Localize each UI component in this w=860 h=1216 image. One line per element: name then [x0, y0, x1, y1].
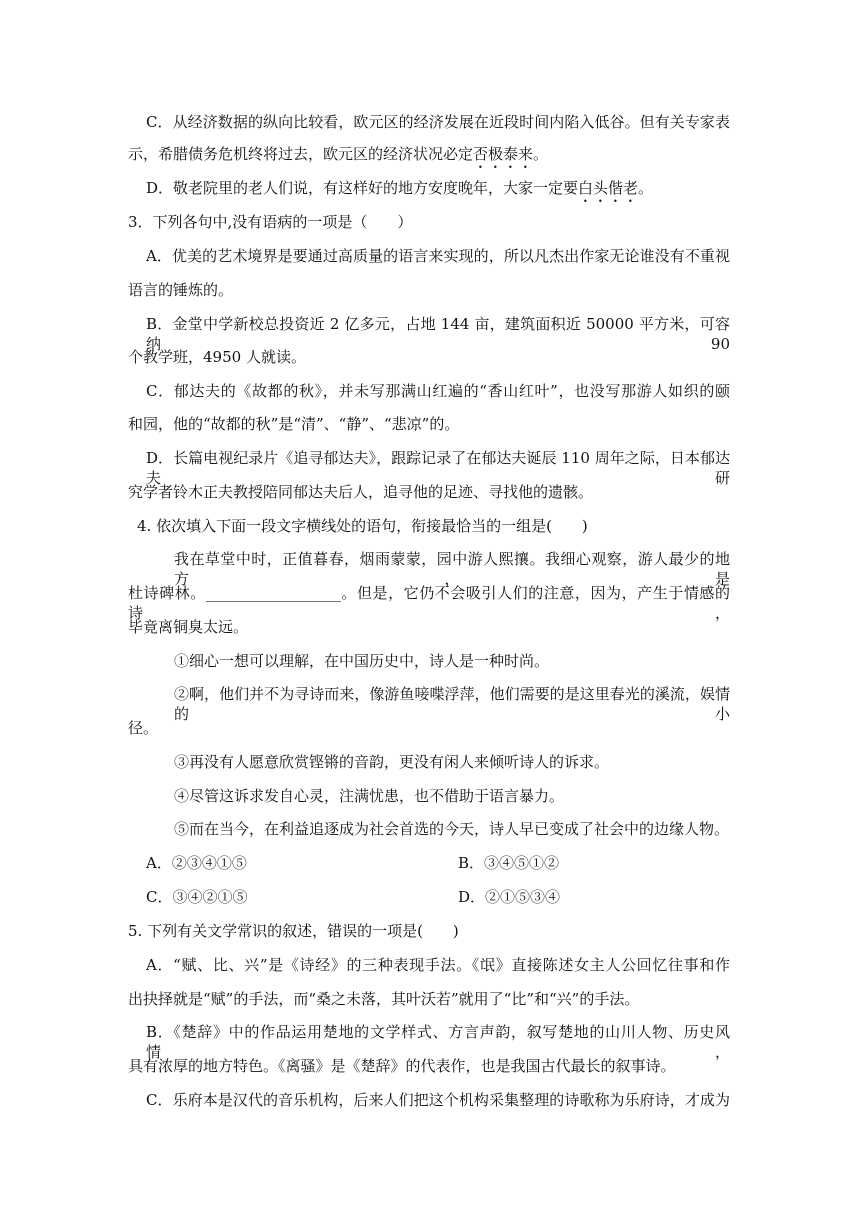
q4-passage-line-3: 毕竟离铜臭太远。 [128, 618, 249, 636]
emphasized-idiom: 否极泰来 [473, 145, 534, 163]
q4-option-b: B．③④⑤①② [458, 854, 560, 872]
q3-option-d-line-2: 究学者铃木正夫教授陪同郁达夫后人，追寻他的足迹、寻找他的遗骸。 [128, 483, 594, 501]
q4-option-a: A．②③④①⑤ [146, 854, 247, 872]
q4-sentence-3: ③再没有人愿意欣赏铿锵的音韵，更没有闲人来倾听诗人的诉求。 [174, 753, 610, 771]
q4-sentence-2-line-2: 径。 [128, 719, 159, 737]
q3-option-d-line-1: D．长篇电视纪录片《追寻郁达夫》，跟踪记录了在郁达夫诞辰 110 周年之际，日本郁达夫研 [146, 449, 730, 487]
q3-option-b-line-1: B．金堂中学新校总投资近 2 亿多元，占地 144 亩，建筑面积近 50000 平方米，可容纳 90 [146, 315, 730, 353]
q3-option-c-line-1: C．郁达夫的《故都的秋》，并未写那满山红遍的“香山红叶”，也没写那游人如织的颐 [146, 382, 730, 400]
q3-option-a-line-1: A．优美的艺术境界是要通过高质量的语言来实现的，所以凡杰出作家无论谁没有不重视 [146, 247, 730, 265]
q5-option-c-line-1: C．乐府本是汉代的音乐机构，后来人们把这个机构采集整理的诗歌称为乐府诗，才成为 [146, 1091, 730, 1109]
q3-option-c-line-2: 和园，他的“故都的秋”是“清”、“静”、“悲凉”的。 [128, 415, 460, 433]
q4-passage-line-2: 杜诗碑林。__________________。但是，它仍不会吸引人们的注意，因为，产生于情感的诗， [128, 584, 730, 622]
question-3-title: 3．下列各句中,没有语病的一项是（ ） [128, 213, 413, 231]
q4-sentence-2-line-1: ②啊，他们并不为寻诗而来，像游鱼唼喋浮萍，他们需要的是这里春光的溪流，娱情的小 [174, 685, 730, 723]
q3-option-a-line-2: 语言的锤炼的。 [128, 281, 234, 299]
emphasized-idiom: 白头偕老 [578, 179, 639, 197]
question-4-title: 4. 依次填入下面一段文字横线处的语句，衔接最恰当的一组是( ) [137, 517, 588, 535]
option-d-line: D．敬老院里的老人们说，有这样好的地方安度晚年，大家一定要白头偕老。 [146, 179, 654, 197]
option-c-line-1: C．从经济数据的纵向比较看，欧元区的经济发展在近段时间内陷入低谷。但有关专家表 [146, 113, 730, 131]
q4-passage-line-1: 我在草堂中时，正值暮春，烟雨蒙蒙，园中游人熙攘。我细心观察，游人最少的地方，是 [174, 550, 730, 588]
q4-option-c: C．③④②①⑤ [146, 888, 248, 906]
q4-sentence-4: ④尽管这诉求发自心灵，注满忧患，也不借助于语言暴力。 [174, 787, 565, 805]
q5-option-a-line-1: A．“赋、比、兴”是《诗经》的三种表现手法。《氓》直接陈述女主人公回忆往事和作 [146, 956, 730, 974]
question-5-title: 5. 下列有关文学常识的叙述，错误的一项是( ) [128, 922, 459, 940]
option-c-line-2: 示，希腊债务危机终将过去，欧元区的经济状况必定否极泰来。 [128, 145, 549, 163]
q5-option-a-line-2: 出抉择就是“赋”的手法，而“桑之未落，其叶沃若”就用了“比”和“兴”的手法。 [128, 990, 640, 1008]
q5-option-b-line-1: B．《楚辞》中的作品运用楚地的文学样式、方言声韵，叙写楚地的山川人物、历史风情， [146, 1023, 730, 1061]
q4-option-d: D．②①⑤③④ [458, 888, 561, 906]
q4-sentence-5: ⑤而在当今，在利益追逐成为社会首选的今天，诗人早已变成了社会中的边缘人物。 [174, 820, 730, 838]
q3-option-b-line-2: 个教学班，4950 人就读。 [128, 348, 306, 366]
q5-option-b-line-2: 具有浓厚的地方特色。《离骚》是《楚辞》的代表作，也是我国古代最长的叙事诗。 [128, 1057, 676, 1075]
q4-sentence-1: ①细心一想可以理解，在中国历史中，诗人是一种时尚。 [174, 652, 550, 670]
